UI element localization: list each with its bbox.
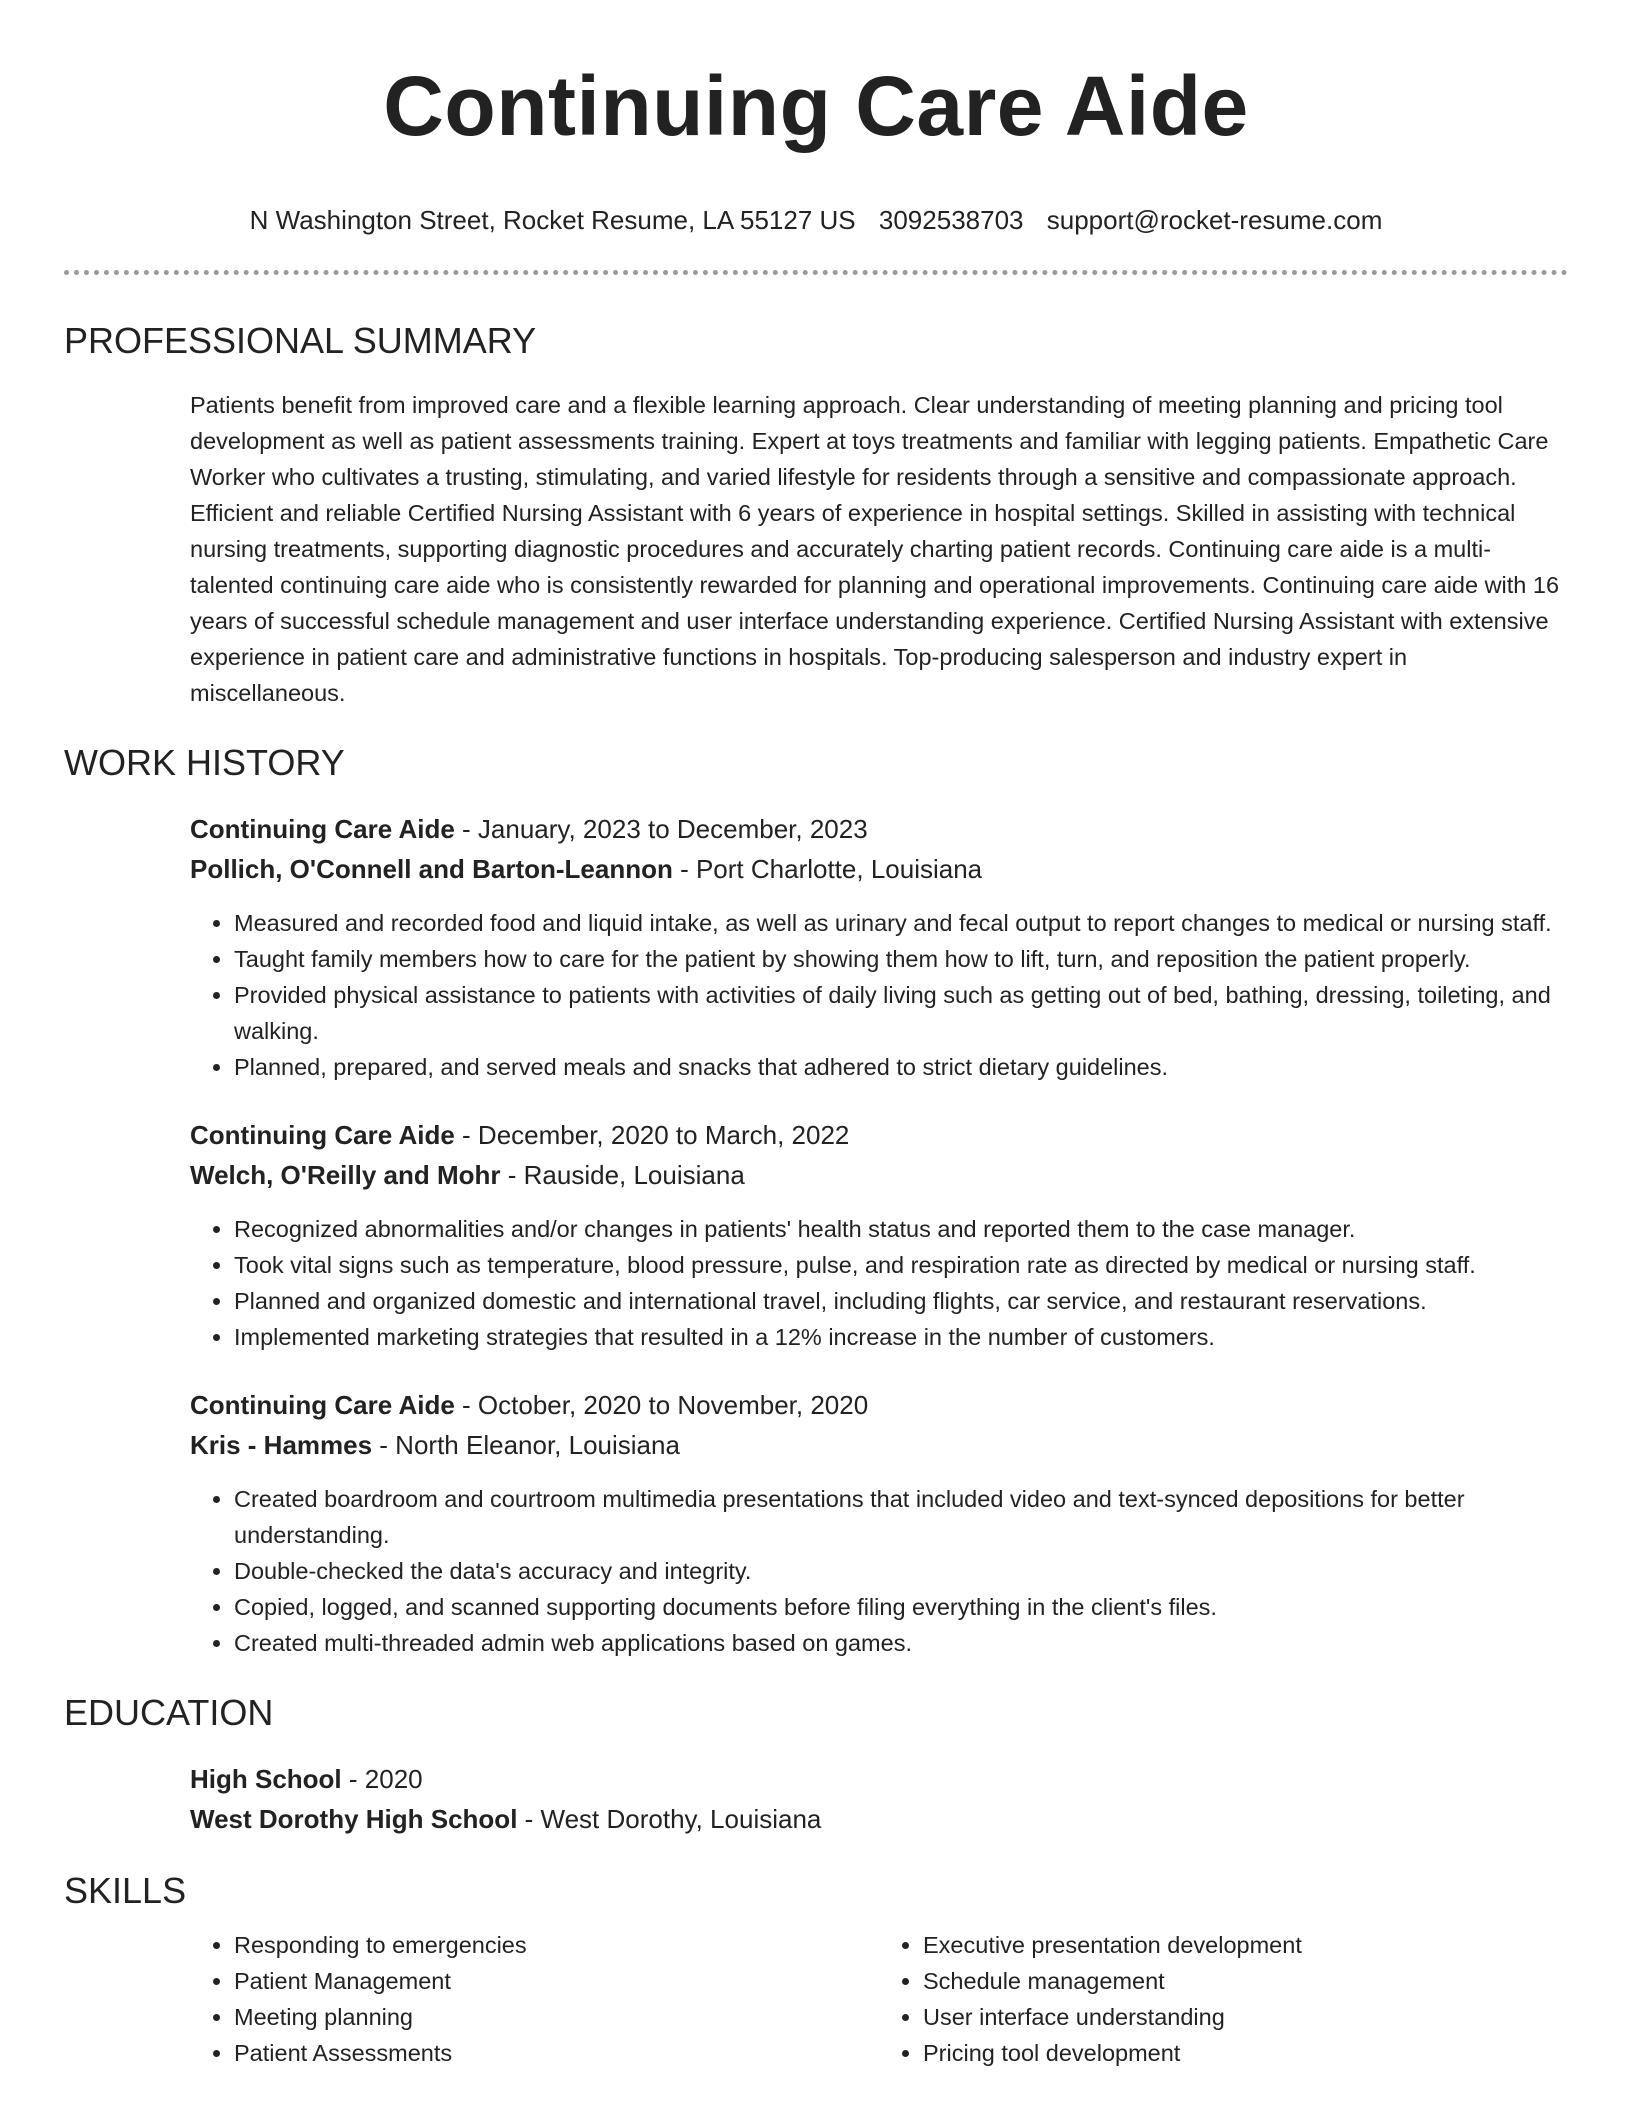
job-bullet: • Provided physical assistance to patients with activities of daily living such as getting out of bed, bathing, dressing, toileting, and walking. xyxy=(234,977,1568,1049)
contact-line xyxy=(64,204,1568,236)
job-bullets xyxy=(190,1481,1568,1661)
job-bullets xyxy=(190,905,1568,1085)
job-bullet: • Took vital signs such as temperature, blood pressure, pulse, and respiration rate as directed by medical or nursing staff. xyxy=(234,1247,1568,1283)
skill-item: • Pricing tool development xyxy=(923,2035,1568,2071)
job-location: - North Eleanor, Louisiana xyxy=(372,1430,680,1460)
job-dates: - October, 2020 to November, 2020 xyxy=(454,1390,869,1420)
job-location: - Port Charlotte, Louisiana xyxy=(672,854,983,884)
contact-phone: 3092538703 xyxy=(878,205,1024,235)
job-bullets xyxy=(190,1211,1568,1355)
school-name: West Dorothy High School xyxy=(190,1804,518,1834)
job-bullet: • Created boardroom and courtroom multimedia presentations that included video and text-synced depositions for better understanding. xyxy=(234,1481,1568,1553)
summary-text: Patients benefit from improved care and a flexible learning approach. Clear understanding of meeting planning and pricing tool development as well as patient assessments training. Expert at toys treatments and familiar with legging patients. Empathetic Care Worker who cultivates a trusting, stimulating, and varied lifestyle for residents through a sensitive and compassionate approach. Efficient and reliable Certified Nursing Assistant with 6 years of experience in hospital settings. Skilled in assisting with technical nursing treatments, supporting diagnostic procedures and accurately charting patient records. Continuing care aide is a multi-talented continuing care aide who is consistently rewarded for planning and operational improvements. Continuing care aide with 16 years of successful schedule management and user interface understanding experience. Certified Nursing Assistant with extensive experience in patient care and administrative functions in hospitals. Top-producing salesperson and industry expert in miscellaneous. xyxy=(190,392,1560,706)
job-title: Continuing Care Aide xyxy=(190,1390,455,1420)
school-line xyxy=(190,1799,1568,1839)
job-entry xyxy=(190,1385,1568,1661)
job-company: Welch, O'Reilly and Mohr xyxy=(190,1160,501,1190)
degree-line xyxy=(190,1759,1568,1799)
skills-section-title: SKILLS xyxy=(64,1870,187,1911)
job-title-line xyxy=(190,1385,1568,1425)
candidate-name: Continuing Care Aide xyxy=(383,59,1249,153)
school-location: - West Dorothy, Louisiana xyxy=(517,1804,822,1834)
skill-item: • User interface understanding xyxy=(923,1999,1568,2035)
job-entry xyxy=(190,1115,1568,1355)
job-entry xyxy=(190,809,1568,1085)
skill-item: • Executive presentation development xyxy=(923,1927,1568,1963)
job-dates: - December, 2020 to March, 2022 xyxy=(454,1120,850,1150)
education-section-title: EDUCATION xyxy=(64,1692,274,1733)
summary-section-title: PROFESSIONAL SUMMARY xyxy=(64,320,537,361)
job-title-line xyxy=(190,1115,1568,1155)
skill-item: • Schedule management xyxy=(923,1963,1568,1999)
degree: High School xyxy=(190,1764,342,1794)
work-history-section-title: WORK HISTORY xyxy=(64,742,345,783)
skill-item: • Meeting planning xyxy=(234,1999,879,2035)
education-entry xyxy=(190,1759,1568,1839)
job-company: Pollich, O'Connell and Barton-Leannon xyxy=(190,854,673,884)
skills-column-right xyxy=(879,1927,1568,2071)
skill-item: • Patient Management xyxy=(234,1963,879,1999)
header-divider xyxy=(64,270,1568,275)
job-bullet: • Recognized abnormalities and/or changes in patients' health status and reported them to the case manager. xyxy=(234,1211,1568,1247)
contact-email: support@rocket-resume.com xyxy=(1046,205,1383,235)
job-bullet: • Measured and recorded food and liquid intake, as well as urinary and fecal output to report changes to medical or nursing staff. xyxy=(234,905,1568,941)
skills-column-left xyxy=(190,1927,879,2071)
skill-item: • Patient Assessments xyxy=(234,2035,879,2071)
job-dates: - January, 2023 to December, 2023 xyxy=(454,814,868,844)
job-bullet: • Planned and organized domestic and international travel, including flights, car service, and restaurant reservations. xyxy=(234,1283,1568,1319)
job-bullet: • Copied, logged, and scanned supporting documents before filing everything in the client's files. xyxy=(234,1589,1568,1625)
graduation-year: - 2020 xyxy=(341,1764,423,1794)
skills-grid xyxy=(190,1927,1568,2071)
job-company-line xyxy=(190,1425,1568,1465)
job-bullet: • Created multi-threaded admin web applications based on games. xyxy=(234,1625,1568,1661)
job-bullet: • Implemented marketing strategies that resulted in a 12% increase in the number of customers. xyxy=(234,1319,1568,1355)
job-company-line xyxy=(190,1155,1568,1195)
job-bullet: • Planned, prepared, and served meals and snacks that adhered to strict dietary guidelines. xyxy=(234,1049,1568,1085)
job-location: - Rauside, Louisiana xyxy=(500,1160,745,1190)
contact-address: N Washington Street, Rocket Resume, LA 55127 US xyxy=(249,205,856,235)
job-bullet: • Taught family members how to care for the patient by showing them how to lift, turn, and reposition the patient properly. xyxy=(234,941,1568,977)
skill-item: • Responding to emergencies xyxy=(234,1927,879,1963)
job-company-line xyxy=(190,849,1568,889)
job-company: Kris - Hammes xyxy=(190,1430,373,1460)
job-title: Continuing Care Aide xyxy=(190,1120,455,1150)
job-title: Continuing Care Aide xyxy=(190,814,455,844)
job-bullet: • Double-checked the data's accuracy and integrity. xyxy=(234,1553,1568,1589)
job-title-line xyxy=(190,809,1568,849)
